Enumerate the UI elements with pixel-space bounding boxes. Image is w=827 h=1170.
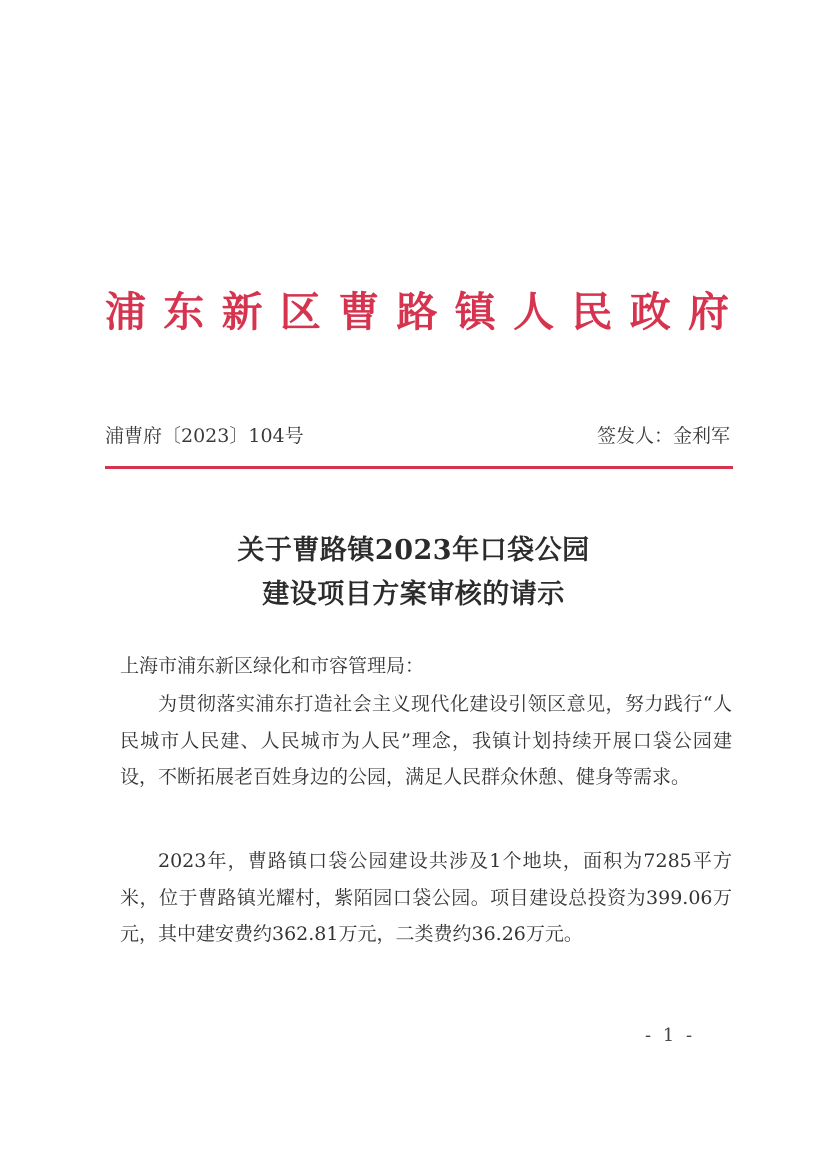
red-divider — [105, 466, 733, 469]
issuer-heading: 浦东新区曹路镇人民政府 — [105, 288, 735, 336]
document-title-line-1: 关于曹路镇2023年口袋公园 — [237, 535, 590, 566]
body-paragraph-2: 2023年，曹路镇口袋公园建设共涉及1个地块，面积为7285平方米，位于曹路镇光耀村，紫陌园口袋公园。项目建设总投资为399.06万元，其中建安费约362.81万元，二类费约36.26万元。 — [120, 850, 732, 945]
body-paragraph-1: 为贯彻落实浦东打造社会主义现代化建设引领区意见，努力践行“人民城市人民建、人民城市为人民”理念，我镇计划持续开展口袋公园建设，不断拓展老百姓身边的公园，满足人民群众休憩、健身等需求。 — [120, 693, 732, 788]
document-title-line-2: 建设项目方案审核的请示 — [262, 579, 565, 610]
document-number: 浦曹府〔2023〕104号 — [105, 425, 304, 447]
document-meta-row — [105, 420, 730, 452]
signer: 签发人：金利军 — [596, 425, 730, 447]
page-number: - 1 - — [644, 1025, 696, 1046]
salutation: 上海市浦东新区绿化和市容管理局： — [120, 655, 425, 677]
